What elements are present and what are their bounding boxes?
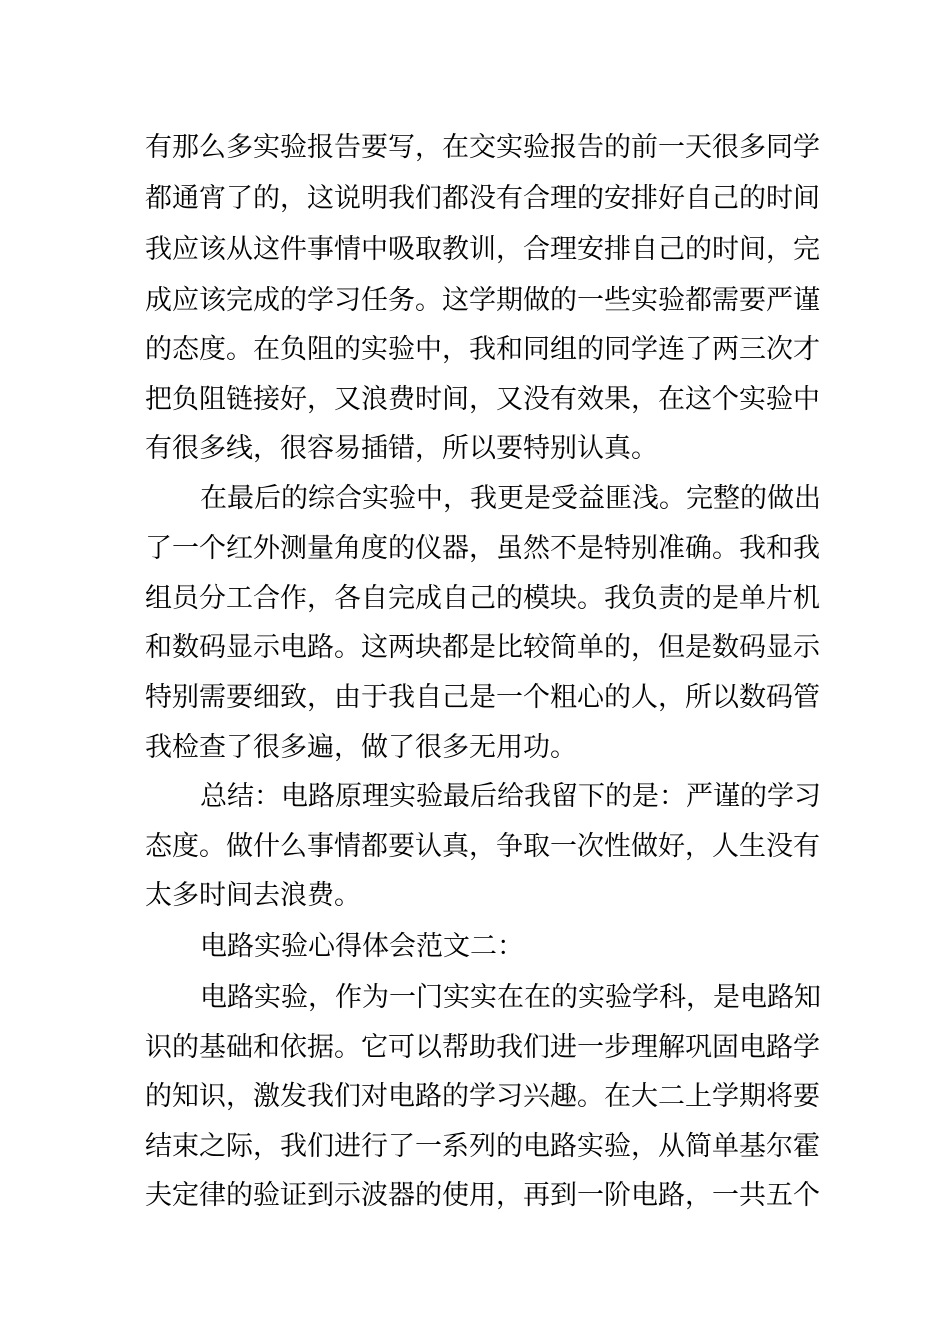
text-line: 有很多线，很容易插错，所以要特别认真。 xyxy=(145,433,658,464)
text-line: 都通宵了的，这说明我们都没有合理的安排好自己的时间 xyxy=(145,183,820,214)
text-line: 了一个红外测量角度的仪器，虽然不是特别准确。我和我 xyxy=(145,533,820,564)
text-line: 结束之际，我们进行了一系列的电路实验，从简单基尔霍 xyxy=(145,1131,820,1162)
text-line: 我检查了很多遍，做了很多无用功。 xyxy=(145,732,577,763)
text-line: 夫定律的验证到示波器的使用，再到一阶电路，一共五个 xyxy=(145,1180,820,1211)
paragraph-start-line: 电路实验，作为一门实实在在的实验学科，是电路知 xyxy=(200,982,821,1013)
text-line: 识的基础和依据。它可以帮助我们进一步理解巩固电路学 xyxy=(145,1032,820,1063)
text-line: 的态度。在负阻的实验中，我和同组的同学连了两三次才 xyxy=(145,334,820,365)
text-line: 和数码显示电路。这两块都是比较简单的，但是数码显示 xyxy=(145,632,820,663)
text-line: 我应该从这件事情中吸取教训，合理安排自己的时间，完 xyxy=(145,234,820,265)
text-line: 组员分工合作，各自完成自己的模块。我负责的是单片机 xyxy=(145,583,820,614)
text-line: 有那么多实验报告要写，在交实验报告的前一天很多同学 xyxy=(145,132,820,163)
text-line: 把负阻链接好，又浪费时间，又没有效果，在这个实验中 xyxy=(145,384,820,415)
text-line: 态度。做什么事情都要认真，争取一次性做好，人生没有 xyxy=(145,831,820,862)
text-line: 成应该完成的学习任务。这学期做的一些实验都需要严谨 xyxy=(145,285,820,316)
text-line: 的知识，激发我们对电路的学习兴趣。在大二上学期将要 xyxy=(145,1081,820,1112)
text-line: 特别需要细致，由于我自己是一个粗心的人，所以数码管 xyxy=(145,682,820,713)
paragraph-start-line: 总结：电路原理实验最后给我留下的是：严谨的学习 xyxy=(200,781,821,812)
text-line: 太多时间去浪费。 xyxy=(145,880,361,911)
paragraph-start-line: 在最后的综合实验中，我更是受益匪浅。完整的做出 xyxy=(200,483,821,514)
section-heading: 电路实验心得体会范文二： xyxy=(200,931,524,962)
